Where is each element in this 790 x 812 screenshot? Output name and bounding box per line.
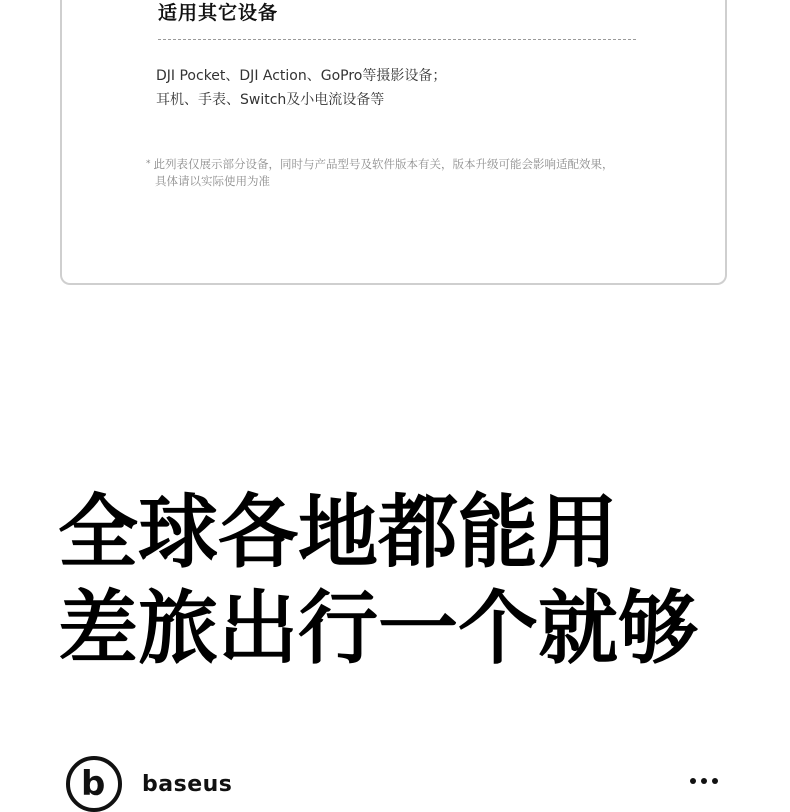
card-title: 适用其它设备	[158, 2, 279, 24]
brand-bar	[0, 755, 790, 804]
device-list	[156, 64, 446, 112]
disclaimer-note	[146, 156, 614, 190]
brand-logo-icon	[66, 756, 122, 812]
headline	[58, 485, 698, 677]
note-line-1: 此列表仅展示部分设备，同时与产品型号及软件版本有关，版本升级可能会影响适配效果，	[153, 157, 614, 171]
headline-line-1: 全球各地都能用	[58, 486, 618, 579]
note-asterisk: *	[146, 159, 151, 169]
logo-letter: b	[81, 764, 106, 804]
dashed-divider	[158, 39, 636, 40]
more-horizontal-icon[interactable]	[690, 775, 720, 785]
note-line-2: 具体请以实际使用为准	[155, 174, 270, 188]
headline-line-2: 差旅出行一个就够	[58, 582, 698, 675]
device-line-1: DJI Pocket、DJI Action、GoPro等摄影设备；	[156, 68, 447, 84]
device-line-2: 耳机、手表、Switch及小电流设备等	[156, 92, 385, 108]
brand-name: baseus	[142, 772, 233, 797]
compatibility-card	[60, 0, 727, 285]
